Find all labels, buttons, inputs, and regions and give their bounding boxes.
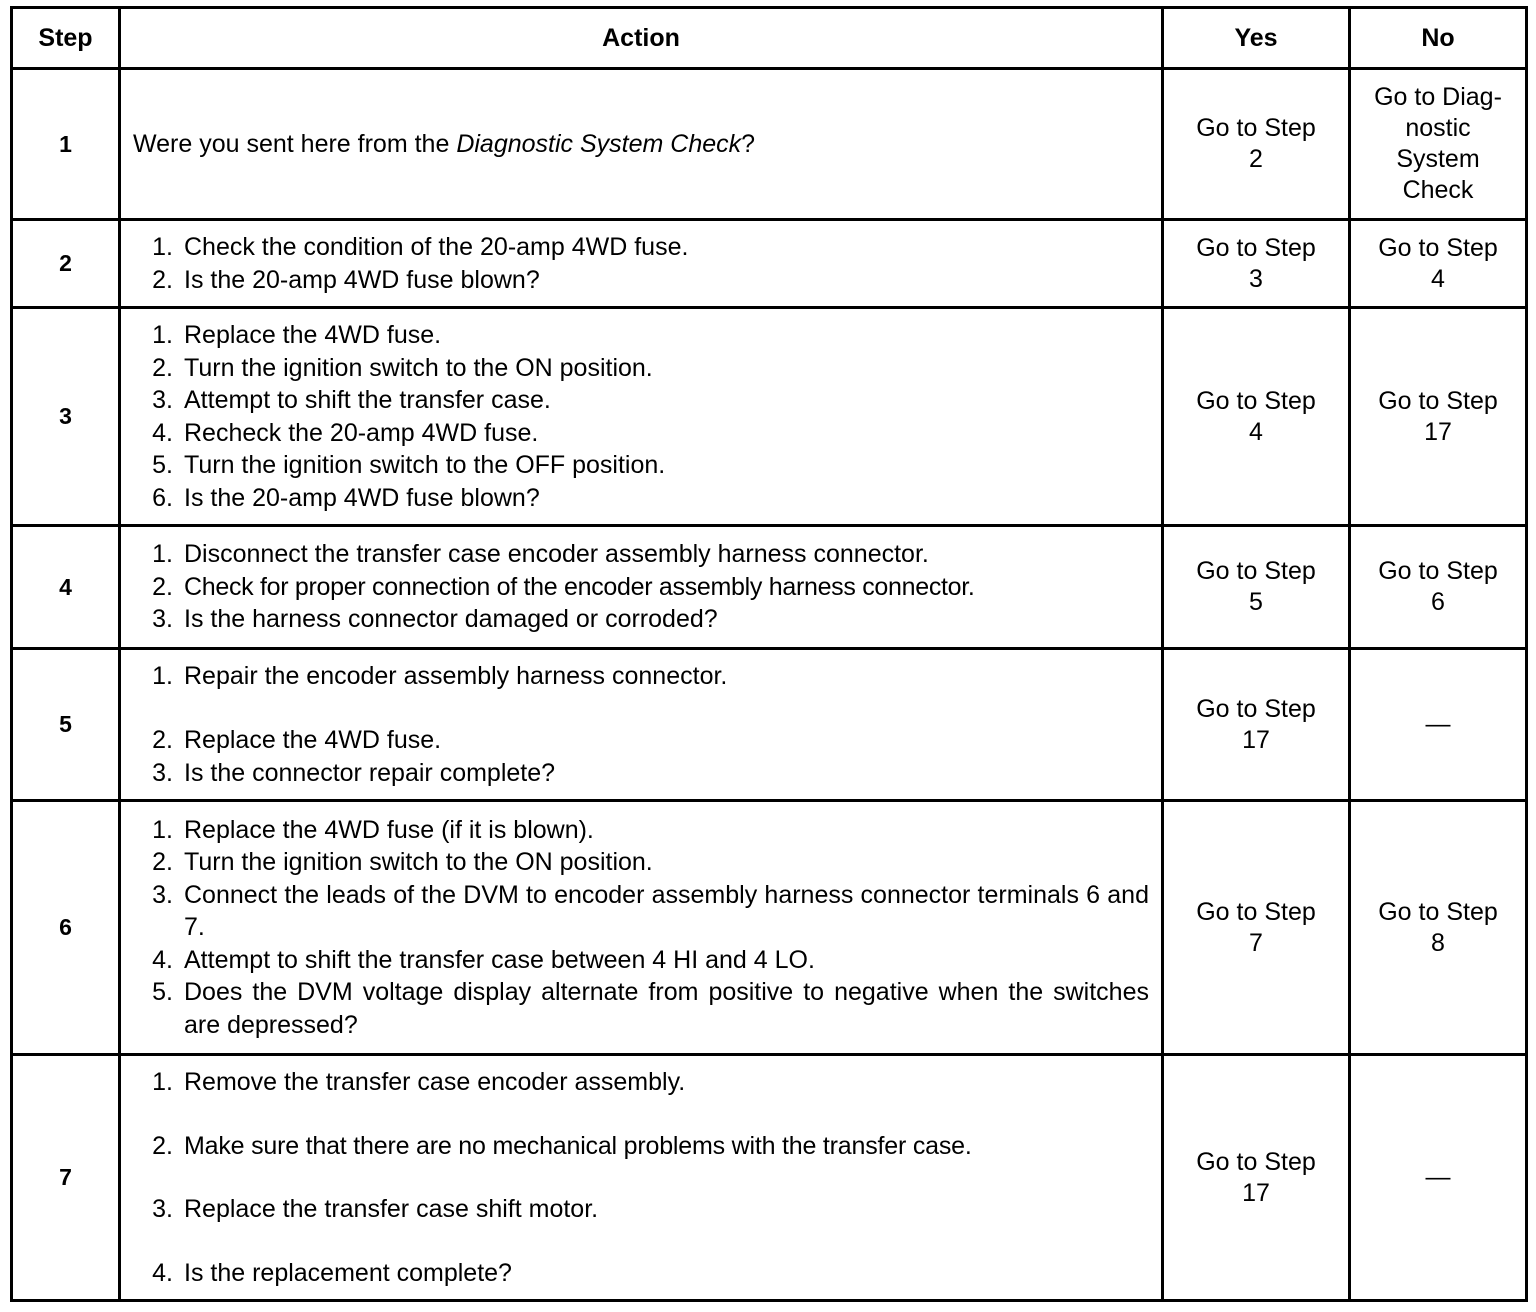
item-text: Connect the leads of the DVM to encoder assembly harness connector terminals 6 and 7. xyxy=(184,880,1149,942)
item-number: 1. xyxy=(152,540,173,569)
action-item xyxy=(135,482,1149,515)
action-cell xyxy=(118,221,1161,306)
table-row xyxy=(13,67,1525,218)
header-no: No xyxy=(1348,9,1525,67)
no-cell xyxy=(1348,70,1525,218)
action-list xyxy=(135,319,1149,514)
item-number: 2. xyxy=(152,572,173,601)
yes-cell xyxy=(1161,70,1348,218)
table-row xyxy=(13,647,1525,799)
action-item xyxy=(135,384,1149,417)
item-number: 3. xyxy=(152,1195,173,1223)
action-item xyxy=(135,231,1149,264)
no-text: Go to Step 17 xyxy=(1378,386,1498,446)
header-yes: Yes xyxy=(1161,9,1348,67)
action-item xyxy=(135,1130,1149,1163)
yes-cell xyxy=(1161,527,1348,647)
item-text: Replace the 4WD fuse (if it is blown). xyxy=(184,815,594,844)
item-number: 3. xyxy=(152,758,173,787)
action-cell xyxy=(118,1056,1161,1299)
action-item xyxy=(135,571,1149,604)
item-number: 1. xyxy=(152,1068,173,1096)
action-item xyxy=(135,538,1149,571)
action-item xyxy=(135,944,1149,977)
action-item xyxy=(135,814,1149,847)
no-cell xyxy=(1348,650,1525,799)
item-text: Make sure that there are no mechanical problems with the transfer case. xyxy=(184,1131,972,1160)
action-item xyxy=(135,1257,1149,1290)
action-cell xyxy=(118,70,1161,218)
item-number: 1. xyxy=(152,661,173,690)
no-cell xyxy=(1348,221,1525,306)
step-number: 4 xyxy=(59,573,72,600)
yes-cell xyxy=(1161,1056,1348,1299)
no-text: — xyxy=(1425,710,1451,738)
item-number: 1. xyxy=(152,321,173,349)
table-row xyxy=(13,799,1525,1053)
table-header-row xyxy=(13,9,1525,67)
item-number: 2. xyxy=(152,265,173,294)
yes-cell xyxy=(1161,802,1348,1053)
no-cell xyxy=(1348,527,1525,647)
step-number: 2 xyxy=(59,250,72,276)
step-number: 5 xyxy=(59,711,72,737)
item-text: Check the condition of the 20-amp 4WD fuse. xyxy=(184,233,689,261)
action-item xyxy=(135,1193,1149,1226)
action-item xyxy=(135,976,1149,1041)
item-text: Recheck the 20-amp 4WD fuse. xyxy=(184,418,539,447)
item-text: Replace the 4WD fuse. xyxy=(184,726,442,755)
no-text: Go to Step 4 xyxy=(1378,233,1498,293)
item-number: 1. xyxy=(152,233,173,261)
step-number: 3 xyxy=(59,403,72,429)
action-cell xyxy=(118,309,1161,524)
header-step: Step xyxy=(38,23,93,52)
action-item xyxy=(135,264,1149,297)
yes-cell xyxy=(1161,221,1348,306)
header-action: Action xyxy=(118,9,1161,67)
action-list xyxy=(135,538,1149,636)
action-cell xyxy=(118,802,1161,1053)
item-text: Is the 20-amp 4WD fuse blown? xyxy=(184,483,540,512)
item-text: Turn the ignition switch to the ON position. xyxy=(184,353,653,382)
table-row xyxy=(13,1053,1525,1299)
item-number: 4. xyxy=(152,418,173,447)
item-text: Repair the encoder assembly harness connector. xyxy=(184,661,728,690)
action-item xyxy=(135,319,1149,352)
action-text xyxy=(133,128,755,161)
step-number: 7 xyxy=(59,1164,72,1190)
item-text: Is the connector repair complete? xyxy=(184,758,556,787)
action-item xyxy=(135,846,1149,879)
no-text: Go to Step 8 xyxy=(1378,897,1498,957)
item-number: 1. xyxy=(152,815,173,844)
no-cell xyxy=(1348,802,1525,1053)
yes-text: Go to Step 3 xyxy=(1196,233,1316,293)
action-text-lead: Were you sent here from the xyxy=(133,129,457,158)
item-text: Is the harness connector damaged or corroded? xyxy=(184,605,718,634)
no-text: Go to Step 6 xyxy=(1378,557,1498,616)
item-text: Is the 20-amp 4WD fuse blown? xyxy=(184,265,540,294)
item-number: 2. xyxy=(152,726,173,755)
item-text: Check for proper connection of the encoder assembly harness connector. xyxy=(184,572,975,601)
action-list xyxy=(135,1066,1149,1289)
no-text: Go to Diag- nostic System Check xyxy=(1374,83,1502,204)
item-text: Disconnect the transfer case encoder assembly harness connector. xyxy=(184,540,929,569)
action-list xyxy=(135,231,1149,296)
action-cell xyxy=(118,527,1161,647)
yes-cell xyxy=(1161,309,1348,524)
item-text: Is the replacement complete? xyxy=(184,1258,512,1287)
item-number: 4. xyxy=(152,945,173,974)
action-item xyxy=(135,352,1149,385)
item-number: 2. xyxy=(152,848,173,877)
item-text: Attempt to shift the transfer case between 4 HI and 4 LO. xyxy=(184,945,815,974)
step-number: 6 xyxy=(59,914,72,940)
item-text: Turn the ignition switch to the ON position. xyxy=(184,848,653,877)
table-row xyxy=(13,306,1525,524)
action-item xyxy=(135,879,1149,944)
action-item xyxy=(135,449,1149,482)
action-list xyxy=(135,814,1149,1042)
yes-text: Go to Step 17 xyxy=(1196,1147,1316,1207)
yes-text: Go to Step 7 xyxy=(1196,897,1316,957)
item-number: 3. xyxy=(152,386,173,414)
no-cell xyxy=(1348,1056,1525,1299)
item-text: Remove the transfer case encoder assembly. xyxy=(184,1068,686,1096)
item-text: Does the DVM voltage display alternate from positive to negative when the switches are depressed? xyxy=(184,978,1149,1039)
item-text: Turn the ignition switch to the OFF position. xyxy=(184,451,666,479)
no-cell xyxy=(1348,309,1525,524)
item-text: Attempt to shift the transfer case. xyxy=(184,386,551,414)
table-row xyxy=(13,218,1525,306)
yes-cell xyxy=(1161,650,1348,799)
item-number: 4. xyxy=(152,1258,173,1287)
item-text: Replace the 4WD fuse. xyxy=(184,321,442,349)
item-number: 6. xyxy=(152,483,173,512)
yes-text: Go to Step 2 xyxy=(1196,114,1316,173)
item-number: 3. xyxy=(152,605,173,634)
action-item xyxy=(135,724,1149,757)
table-row xyxy=(13,524,1525,647)
action-list xyxy=(135,660,1149,790)
item-text: Replace the transfer case shift motor. xyxy=(184,1195,599,1223)
action-item xyxy=(135,757,1149,790)
item-number: 3. xyxy=(152,880,173,909)
action-item xyxy=(135,417,1149,450)
item-number: 2. xyxy=(152,353,173,382)
item-number: 5. xyxy=(152,451,173,479)
step-number: 1 xyxy=(59,130,72,157)
action-text-italic: Diagnostic System Check xyxy=(456,129,742,158)
action-item xyxy=(135,603,1149,636)
action-cell xyxy=(118,650,1161,799)
yes-text: Go to Step 4 xyxy=(1196,386,1316,446)
no-text: — xyxy=(1425,1163,1451,1191)
yes-text: Go to Step 5 xyxy=(1196,557,1316,616)
action-item xyxy=(135,660,1149,693)
yes-text: Go to Step 17 xyxy=(1196,694,1316,754)
item-number: 2. xyxy=(152,1131,173,1160)
diagnostic-table xyxy=(10,6,1528,1302)
item-number: 5. xyxy=(152,978,173,1007)
action-item xyxy=(135,1066,1149,1099)
action-text-end: ? xyxy=(741,129,756,158)
